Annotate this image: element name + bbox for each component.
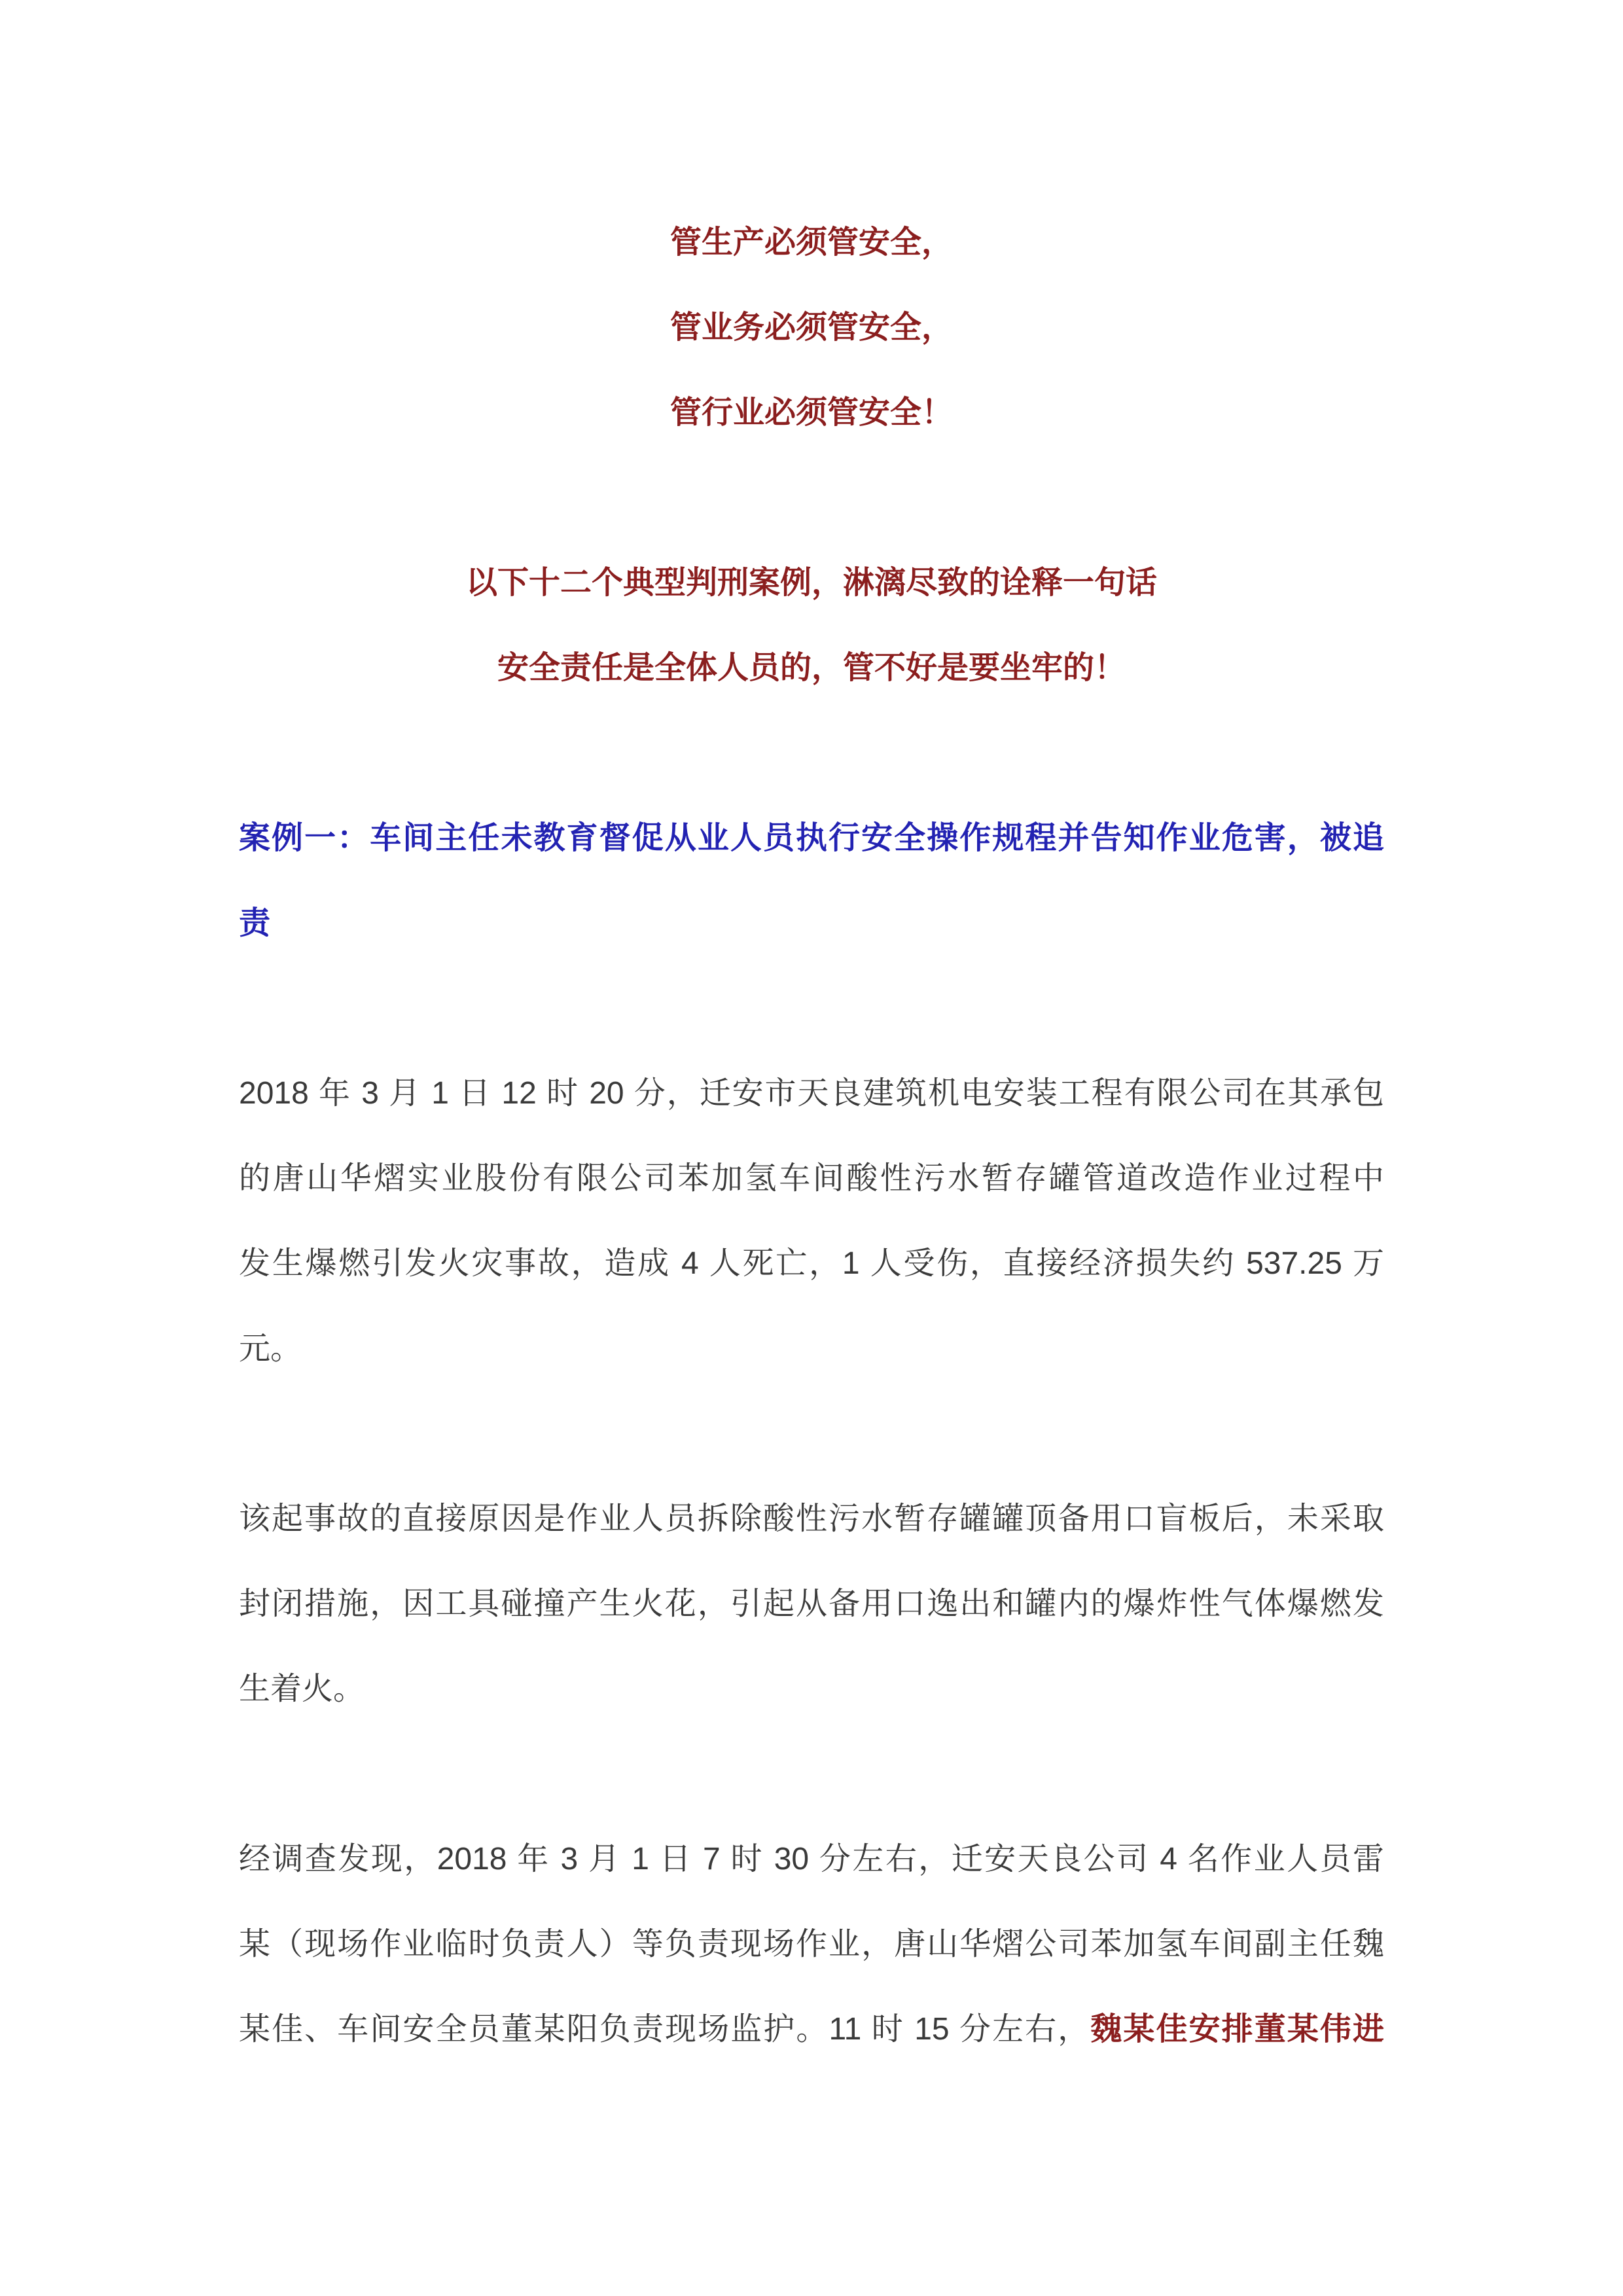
case-one-heading-line-1: 案例一：车间主任未教育督促从业人员执行安全操作规程并告知作业危害，被追 xyxy=(239,821,1384,855)
slogan-block-cases-intro xyxy=(239,541,1384,711)
paragraph-line xyxy=(239,1987,1384,2072)
paragraph-line: 某（现场作业临时负责人）等负责现场作业，唐山华熠公司苯加氢车间副主任魏 xyxy=(239,1927,1384,1962)
case-one-heading xyxy=(239,796,1384,966)
paragraph-accident-overview xyxy=(239,1051,1384,1391)
slogan-line-production: 管生产必须管安全， xyxy=(669,225,953,260)
paragraph-line: 封闭措施，因工具碰撞产生火花，引起从备用口逸出和罐内的爆炸性气体爆燃发 xyxy=(239,1587,1384,1621)
slogan-line-industry: 管行业必须管安全！ xyxy=(669,395,953,430)
paragraph-line: 经调查发现，2018 年 3 月 1 日 7 时 30 分左右，迁安天良公司 4 名作业人员雷 xyxy=(239,1842,1384,1876)
paragraph-line: 2018 年 3 月 1 日 12 时 20 分，迁安市天良建筑机电安装工程有限公司在其承包 xyxy=(239,1076,1384,1111)
paragraph-line: 的唐山华熠实业股份有限公司苯加氢车间酸性污水暂存罐管道改造作业过程中 xyxy=(239,1161,1384,1196)
slogan-block-production xyxy=(239,200,1384,456)
slogan-line-twelve-cases: 以下十二个典型判刑案例，淋漓尽致的诠释一句话 xyxy=(465,565,1157,600)
slogan-line-responsibility: 安全责任是全体人员的，管不好是要坐牢的！ xyxy=(497,651,1126,685)
paragraph-direct-cause xyxy=(239,1477,1384,1732)
paragraph-line: 元。 xyxy=(239,1331,302,1366)
paragraph-text-emphasis-red: 魏某佳安排董某伟进 xyxy=(1090,2012,1384,2047)
paragraph-line: 发生爆燃引发火灾事故，造成 4 人死亡，1 人受伤，直接经济损失约 537.25 万 xyxy=(239,1246,1384,1281)
paragraph-investigation xyxy=(239,1817,1384,2072)
slogan-line-business: 管业务必须管安全， xyxy=(669,310,953,345)
paragraph-text-normal: 某佳、车间安全员董某阳负责现场监护。11 时 15 分左右， xyxy=(239,2012,1091,2047)
case-one-heading-line-2: 责 xyxy=(239,906,271,941)
paragraph-line: 该起事故的直接原因是作业人员拆除酸性污水暂存罐罐顶备用口盲板后，未采取 xyxy=(239,1501,1384,1536)
paragraph-line: 生着火。 xyxy=(239,1672,365,1706)
